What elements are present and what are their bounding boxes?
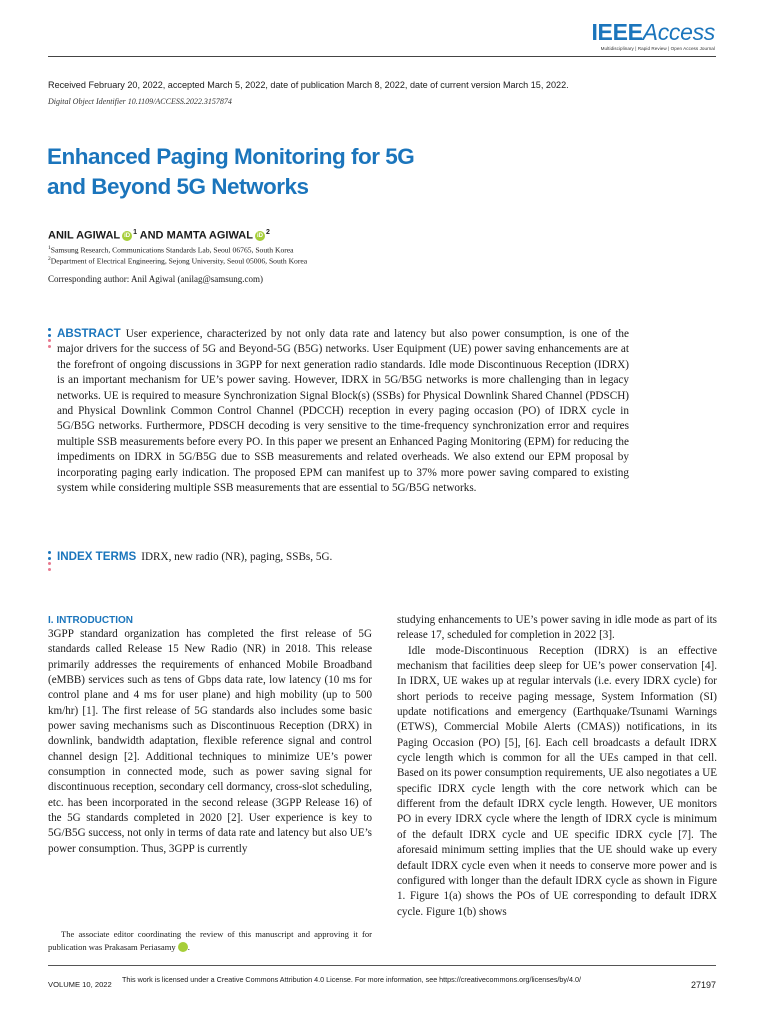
orcid-icon[interactable]: iD xyxy=(178,942,188,952)
intro-paragraph-1: 3GPP standard organization has completed the first release of 5G standards called Release 15 New Radio (NR) in 2018. This release primarily addresses the requirements of enhanced Mobile Broadband (eMBB) services such as tens of Gbps data rate, low latency (10 ms for control plane and 4 ms for user plane) and high mobility (up to 500 km/hr) [1]. The first release of 5G standards also includes some basic power saving mechanisms such as Discontinuous Reception (DRX) in downlink, bandwidth adaptation, flexible reference signal and control channel design [2]. Additional techniques to minimize UE’s power consumption in connected mode, such as power saving signal for discontinuous reception, secondary cell dormancy, cross-slot scheduling, etc. has been incorporated in the second release (3GPP Release 16) of the 5G standards completed in 2020 [2]. User experience is key to 5G/B5G success, not only in terms of data rate and latency but also UE’s power consumption. Thus, 3GPP is currently xyxy=(48,628,372,855)
left-column xyxy=(48,627,372,857)
affiliation-1-sup: 1 xyxy=(48,245,51,251)
affiliation-2-sup: 2 xyxy=(48,256,51,262)
orcid-icon[interactable]: iD xyxy=(256,232,263,239)
author-1[interactable]: ANIL AGIWAL xyxy=(48,229,121,242)
intro-paragraph-3: Idle mode-Discontinuous Reception (IDRX) is an effective mechanism that facilities deep sleep for UE’s power conservation [4]. In IDRX, UE wakes up at regular intervals (i.e. every IDRX cycle) for short periods to receive paging message, System Information (SI) update notifications and emergency (Earthquake/Tsunami Warnings (ETWS), Commercial Mobile Alerts (CMAS)) notifications, in its Paging Occasion (PO) [5], [6]. Each cell broadcasts a default IDRX cycle length which is common for all the UEs camped in that cell. Based on its power consumption requirements, UE also negotiates a UE specific IDRX cycle length with the core network which can be different from the default IDRX cycle length. However, UE monitors PO in every IDRX cycle where the length of IDRX cycle is minimum of the default IDRX cycle and UE specific IDRX cycle [7]. The aforesaid minimum setting implies that the UE should wake up every default IDRX cycle even when it needs to conserve more power and is configured with longer than the default IDRX cycle as shown in Figure 1. Figure 1(a) shows the POs of UE corresponding to default IDRX cycle. Figure 1(b) shows xyxy=(397,644,717,918)
author-2[interactable]: MAMTA AGIWAL xyxy=(166,229,253,242)
abstract-text: User experience, characterized by not only data rate and latency but also power consumption, is one of the major drivers for the success of 5G and Beyond-5G (B5G) networks. User Equipment (UE) power saving enhancements are at the forefront of ongoing discussions in 3GPP for next generation radio standards. Idle mode Discontinuous Reception (IDRX) is an important mechanism for UE’s power saving. However, IDRX in 5G/B5G networks is more challenging than in legacy networks. UE is required to measure Synchronization Signal Block(s) (SSBs) for Physical Downlink Shared Channel (PDSCH) and Physical Downlink Common Control Channel (PDCCH) reception in every paging occasion (PO) of IDRX cycle in 5G/B5G networks. Furthermore, PDSCH decoding is very sensitive to the time-frequency synchronization error and requires multiple SSB measurements before every PO. In this paper we present an Enhanced Paging Monitoring (EPM) for reducing the impediments on IDRX in 5G/B5G due to SSB measurements and related overheads. We also extend our EPM proposal by incorporating paging early indication. The proposed EPM can manifest up to 37% more power saving compared to existing system while considering multiple SSB measurements that are essential to 5G/B5G networks. xyxy=(57,328,629,495)
affiliation-2-text: Department of Electrical Engineering, Sejong University, Seoul 05006, South Korea xyxy=(50,256,308,266)
author-1-sup: 1 xyxy=(133,229,138,236)
title-line-1: Enhanced Paging Monitoring for 5G xyxy=(47,144,415,169)
logo-tagline: Multidisciplinary | Rapid Review | Open Access Journal xyxy=(600,46,715,51)
affiliation-1-text: Samsung Research, Communications Standards Lab, Seoul 06765, South Korea xyxy=(50,245,294,255)
header-rule xyxy=(48,56,716,57)
orcid-icon[interactable]: iD xyxy=(124,232,131,239)
footer-rule xyxy=(48,965,716,966)
title-line-2: and Beyond 5G Networks xyxy=(47,174,309,199)
abstract-label: ABSTRACT xyxy=(57,327,121,340)
author-list xyxy=(48,229,270,242)
intro-paragraph-2: studying enhancements to UE’s power saving in idle mode as part of its release 17, scheduled for completion in 2022 [3]. xyxy=(397,614,717,642)
abstract-dots-icon xyxy=(48,328,52,350)
index-terms-label: INDEX TERMS xyxy=(57,550,137,563)
author-2-sup: 2 xyxy=(265,229,270,236)
author-connector: AND xyxy=(139,229,164,242)
corresponding-author: Corresponding author: Anil Agiwal (anilag@samsung.com) xyxy=(48,274,264,284)
affiliation-2 xyxy=(48,256,307,266)
paper-title xyxy=(47,142,567,202)
journal-logo xyxy=(590,20,715,51)
right-column xyxy=(397,613,717,920)
footnote xyxy=(48,928,372,954)
logo-bold: IEEE xyxy=(591,19,643,45)
page-number: 27197 xyxy=(690,980,716,990)
index-terms-dots-icon xyxy=(48,551,52,573)
footnote-end: . xyxy=(187,942,190,952)
section-heading: I. INTRODUCTION xyxy=(48,615,133,626)
logo-italic: Access xyxy=(642,19,715,45)
affiliation-1 xyxy=(48,245,294,255)
volume-label: VOLUME 10, 2022 xyxy=(48,980,112,989)
index-terms-text: IDRX, new radio (NR), paging, SSBs, 5G. xyxy=(141,551,333,563)
index-terms xyxy=(57,549,629,565)
doi[interactable]: Digital Object Identifier 10.1109/ACCESS.2022.3157874 xyxy=(48,97,232,106)
license-text[interactable]: This work is licensed under a Creative Commons Attribution 4.0 License. For more information, see https://creativecommons.org/licenses/by/4.0/ xyxy=(122,975,582,984)
received-dates: Received February 20, 2022, accepted March 5, 2022, date of publication March 8, 2022, date of current version March 15, 2022. xyxy=(48,80,569,90)
footnote-text: The associate editor coordinating the review of this manuscript and approving it for publication was Prakasam Periasamy xyxy=(48,929,372,952)
abstract xyxy=(57,326,629,496)
